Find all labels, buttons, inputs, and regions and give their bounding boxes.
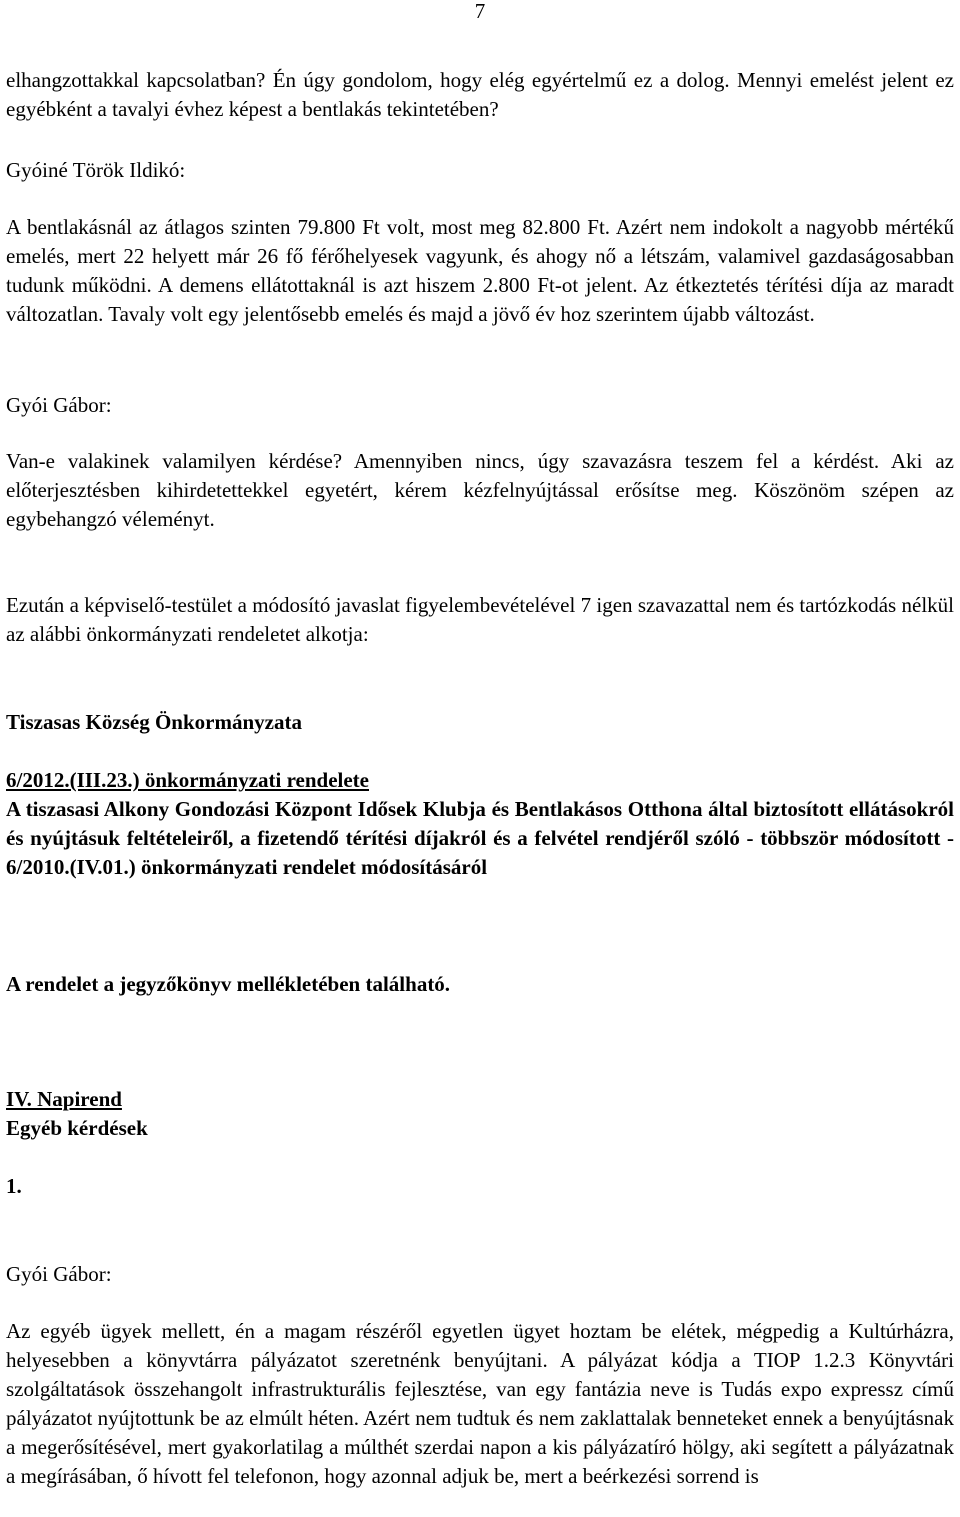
agenda-heading: IV. Napirend: [6, 1087, 122, 1111]
paragraph-vote-call: Van-e valakinek valamilyen kérdése? Amennyiben nincs, úgy szavazásra teszem fel a kérdést. Aki az előterjesztésben kihirdetettekkel egyetért, kérem kézfelnyújtással erősítse meg. Köszönöm szépen az egybehangzó véleményt.: [6, 449, 954, 531]
decree-title: A tiszasasi Alkony Gondozási Központ Idősek Klubja és Bentlakásos Otthona által biztosított ellátásokról és nyújtásuk feltételeiről, a fizetendő térítési díjakról és a felvétel rendjéről szóló - többször módosított - 6/2010.(IV.01.) önkormányzati rendelet módosításáról: [6, 797, 954, 879]
paragraph-grant-application: Az egyéb ügyek mellett, én a magam részéről egyetlen ügyet hoztam be elétek, mégpedig a Kultúrházra, helyesebben a könyvtárra pályázatot szeretnénk benyújtani. A pályázat kódja a TIOP 1.2.3 Könyvtári szolgáltatások összehangolt infrastrukturális fejlesztése, van egy fantázia neve is Tudás expo expressz című pályázatot nyújtottunk be az elmúlt héten. Azért nem tudtuk és nem zaklattalak benneteket ennek a benyújtásnak a megerősítésével, mert gyakorlatilag a múlthét szerdai napon a kis pályázatíró hölgy, aki segített a pályázatnak a megírásában, ő hívott fel telefonon, hogy azonnal adjuk be, mert a beérkezési sorrend is: [6, 1319, 954, 1488]
annex-note: A rendelet a jegyzőkönyv mellékletében található.: [6, 972, 451, 996]
speaker-name: Gyóiné Török Ildikó:: [6, 158, 186, 182]
speaker-name: Gyói Gábor:: [6, 393, 112, 417]
paragraph-decision: Ezután a képviselő-testület a módosító javaslat figyelembevételével 7 igen szavazattal nem és tartózkodás nélkül az alábbi önkormányzati rendeletet alkotja:: [6, 593, 954, 646]
decree-block: [6, 766, 954, 882]
decree-number: 6/2012.(III.23.) önkormányzati rendelete: [6, 768, 369, 792]
paragraph-answer: A bentlakásnál az átlagos szinten 79.800 Ft volt, most meg 82.800 Ft. Azért nem indokolt a nagyobb mértékű emelés, mert 22 helyett már 26 fő férőhelyesek vagyunk, és ahogy nő a létszám, valamivel gazdaságosabban tudunk működni. A demens ellátottaknál is azt hiszem 2.800 Ft-ot jelent. Az étkeztetés térítési díja az maradt változatlan. Tavaly volt egy jelentősebb emelés és majd a jövő év hoz szerintem újabb változást.: [6, 215, 954, 326]
paragraph-question-continuation: elhangzottakkal kapcsolatban? Én úgy gondolom, hogy elég egyértelmű ez a dolog. Mennyi emelést jelent ez egyébként a tavalyi évhez képest a bentlakás tekintetében?: [6, 68, 954, 121]
page-number: 7: [474, 0, 486, 23]
agenda-block: [6, 1085, 954, 1143]
item-number: 1.: [6, 1174, 22, 1198]
speaker-name: Gyói Gábor:: [6, 1262, 112, 1286]
agenda-subheading: Egyéb kérdések: [6, 1116, 148, 1140]
organization-name: Tiszasas Község Önkormányzata: [6, 710, 302, 734]
